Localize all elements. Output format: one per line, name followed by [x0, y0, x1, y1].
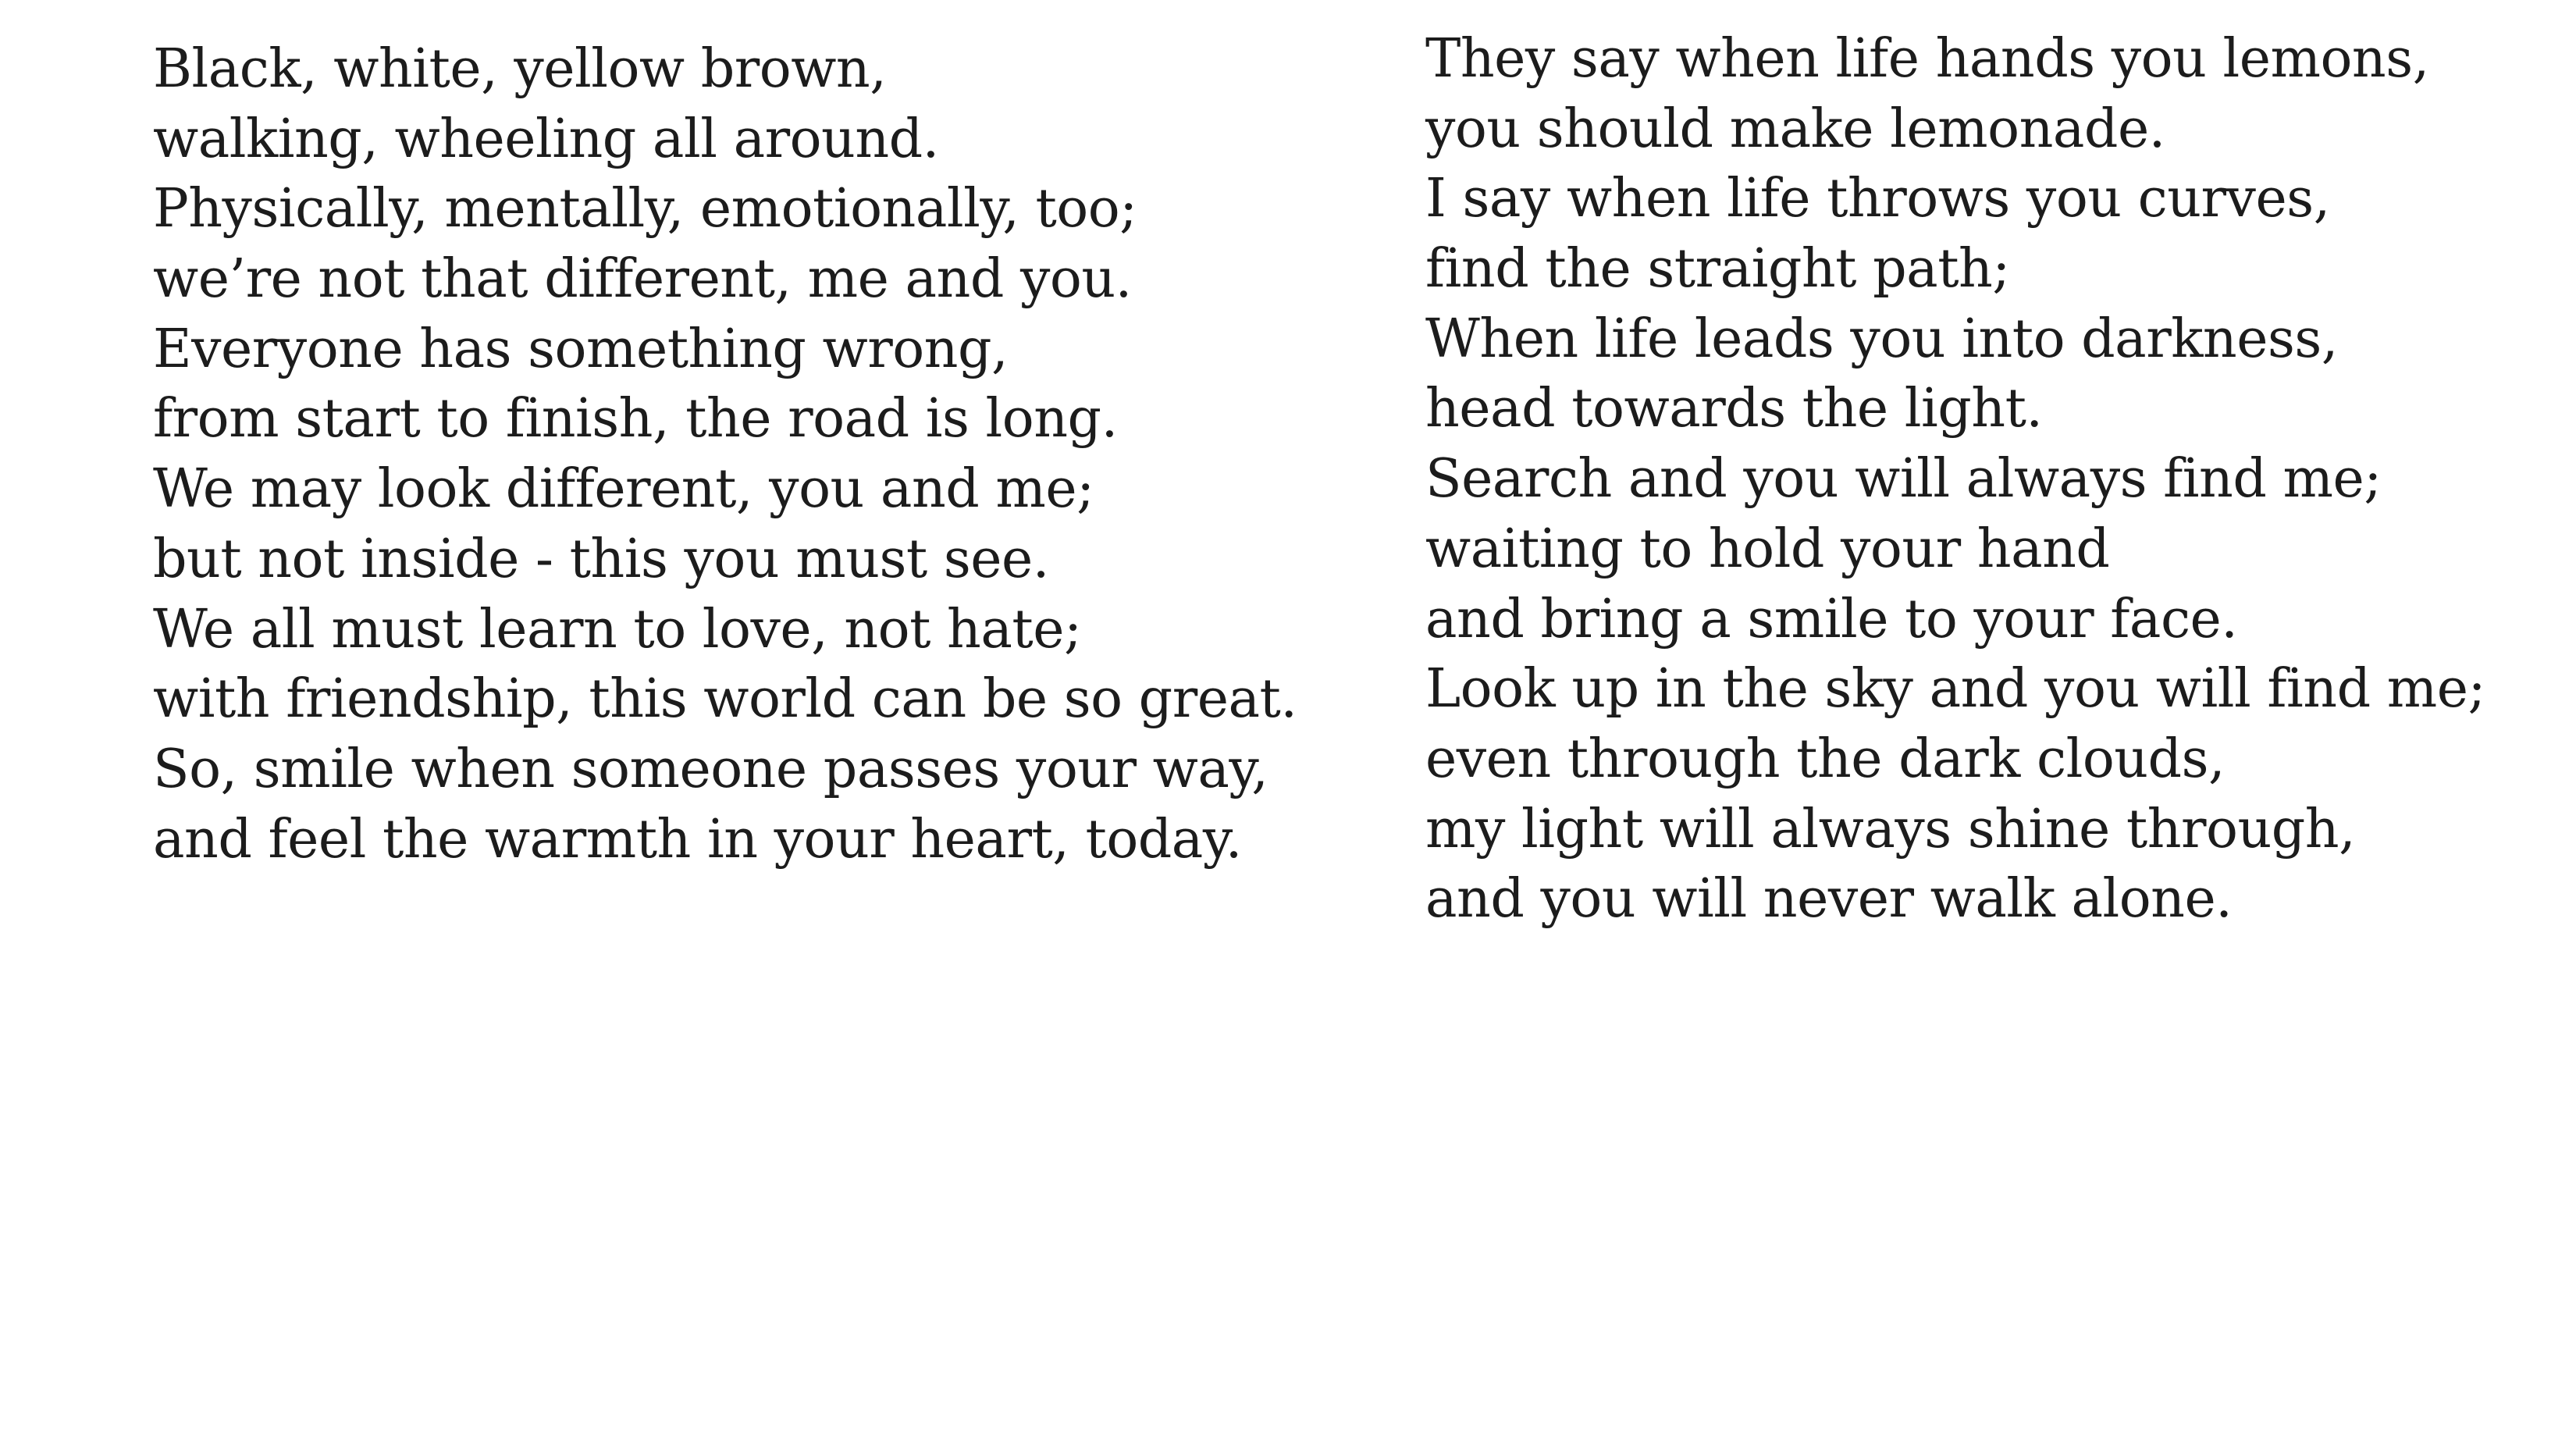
poem-left: [153, 34, 1297, 874]
poem-line: head towards the light.: [1425, 378, 2043, 440]
poem-right: [1425, 24, 2485, 935]
poem-line: my light will always shine through,: [1425, 798, 2356, 860]
poem-line: Black, white, yellow brown,: [153, 38, 887, 100]
poem-line: We all must learn to love, not hate;: [153, 598, 1082, 660]
poem-line: from start to finish, the road is long.: [153, 388, 1118, 450]
poem-line: They say when life hands you lemons,: [1425, 28, 2429, 90]
poem-line: and feel the warmth in your heart, today.: [153, 808, 1242, 870]
poem-line: Search and you will always find me;: [1425, 448, 2382, 511]
poem-line: Everyone has something wrong,: [153, 318, 1009, 380]
poem-line: So, smile when someone passes your way,: [153, 738, 1268, 800]
poem-line: walking, wheeling all around.: [153, 108, 939, 170]
poem-line: we’re not that different, me and you.: [153, 248, 1132, 311]
poem-line: even through the dark clouds,: [1425, 728, 2226, 790]
poem-line: Look up in the sky and you will find me;: [1425, 658, 2485, 721]
poem-line: but not inside - this you must see.: [153, 528, 1049, 590]
poem-line: find the straight path;: [1425, 238, 2010, 301]
poem-line: When life leads you into darkness,: [1425, 308, 2338, 370]
poem-line: Physically, mentally, emotionally, too;: [153, 178, 1137, 240]
poem-line: We may look different, you and me;: [153, 458, 1094, 521]
poem-line: you should make lemonade.: [1425, 98, 2165, 160]
poem-line: waiting to hold your hand: [1425, 518, 2110, 580]
poem-line: I say when life throws you curves,: [1425, 168, 2330, 230]
poem-line: with friendship, this world can be so great.: [153, 668, 1297, 731]
poem-line: and you will never walk alone.: [1425, 868, 2233, 931]
poem-line: and bring a smile to your face.: [1425, 588, 2238, 650]
